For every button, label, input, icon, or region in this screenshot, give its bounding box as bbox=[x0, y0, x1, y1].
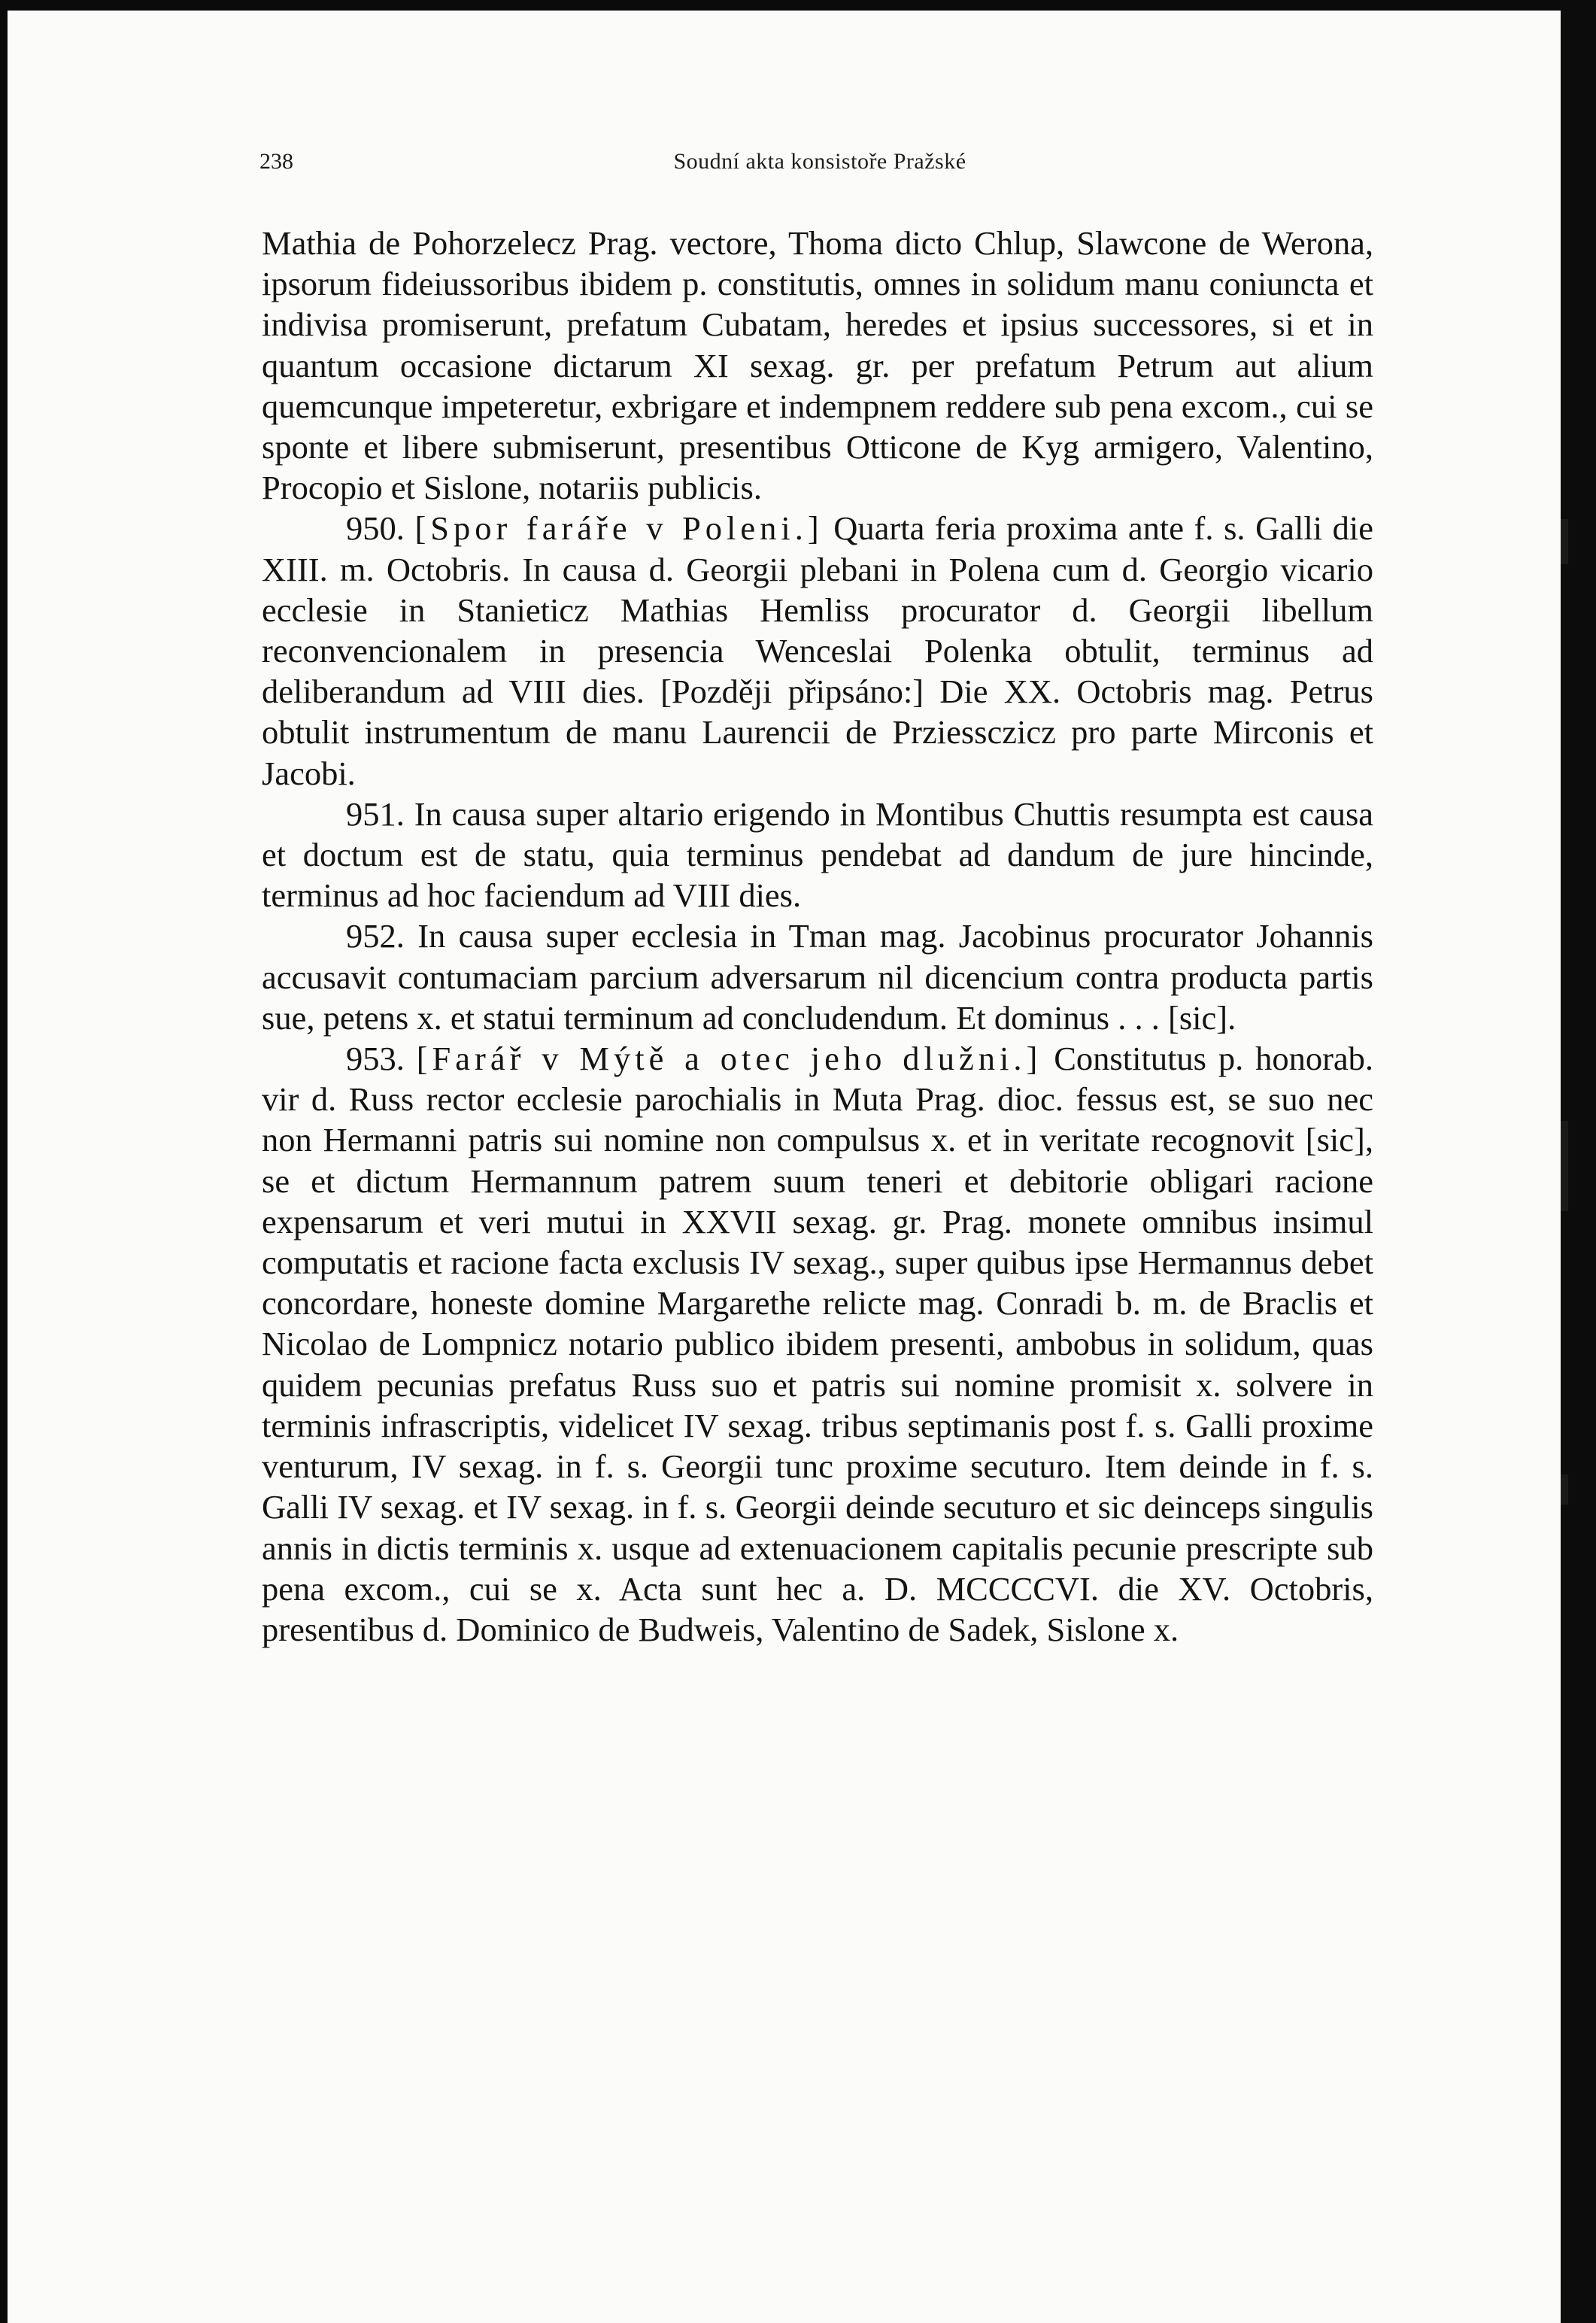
entry-number: 951. bbox=[346, 794, 405, 833]
entry-text: Quarta feria proxima ante f. s. Galli die XIII. m. Octobris. In causa d. Georgii plebani in Polena cum d. Georgio vicario ecclesie in Stanieticz Mathias Hemliss procurator d. Georgii libellum reconvencionalem in presencia Wenceslai Polenka obtulit, terminus ad deliberandum ad VIII dies. [Později připsáno:] Die XX. Octobris mag. Petrus obtulit instrumentum de manu Laurencii de Prziessczicz pro parte Mirconis et Jacobi. bbox=[262, 509, 1374, 792]
entry-title: [Spor faráře v Poleni.] bbox=[414, 509, 824, 548]
edge-mark bbox=[1561, 519, 1568, 564]
page-header bbox=[259, 149, 1380, 187]
entry-951 bbox=[262, 794, 1373, 916]
entry-number: 950. bbox=[346, 509, 405, 548]
entry-953 bbox=[262, 1038, 1373, 1650]
running-title: Soudní akta konsistoře Pražské bbox=[673, 149, 966, 174]
edge-mark bbox=[1561, 1474, 1568, 1505]
page-number: 238 bbox=[259, 149, 293, 174]
entry-title: [Farář v Mýtě a otec jeho dlužni.] bbox=[416, 1040, 1042, 1078]
scan-edge bbox=[1561, 0, 1596, 2323]
entry-952 bbox=[262, 916, 1373, 1038]
entry-950 bbox=[262, 508, 1373, 793]
entry-number: 952. bbox=[346, 917, 405, 955]
edge-mark bbox=[1561, 1121, 1568, 1211]
body-text bbox=[262, 223, 1373, 1650]
entry-text: In causa super altario erigendo in Montibus Chuttis resumpta est causa et doctum est de statu, quia terminus pendebat ad dandum de jure hincinde, terminus ad hoc faciendum ad VIII dies. bbox=[262, 794, 1374, 915]
entry-number: 953. bbox=[346, 1040, 405, 1078]
paragraph-continuation bbox=[262, 223, 1373, 508]
entry-text: Constitutus p. honorab. vir d. Russ rector ecclesie parochialis in Muta Prag. dioc. fessus est, se suo nec non Hermanni patris sui nomine non compulsus x. et in veritate recognovit [sic], se et dictum Hermannum patrem suum teneri et debitorie obligari racione expensarum et veri mutui in XXVII sexag. gr. Prag. monete omnibus insimul computatis et racione facta exclusis IV sexag., super quibus ipse Hermannus debet concordare, honeste domine Margarethe relicte mag. Conradi b. m. de Braclis et Nicolao de Lompnicz notario publico ibidem presenti, ambobus in solidum, quas quidem pecunias prefatus Russ suo et patris sui nomine promisit x. solvere in terminis infrascriptis, videlicet IV sexag. tribus septimanis post f. s. Galli proxime venturum, IV sexag. in f. s. Georgii tunc proxime secuturo. Item deinde in f. s. Galli IV sexag. et IV sexag. in f. s. Georgii deinde secuturo et sic deinceps singulis annis in dictis terminis x. usque ad extenuacionem capitalis pecunie prescripte sub pena excom., cui se x. Acta sunt hec a. D. MCCCCVI. die XV. Octobris, presentibus d. Dominico de Budweis, Valentino de Sadek, Sislone x. bbox=[262, 1040, 1374, 1648]
paragraph-text: Mathia de Pohorzelecz Prag. vectore, Thoma dicto Chlup, Slawcone de Werona, ipsorum fideiussoribus ibidem p. constitutis, omnes in solidum manu coniuncta et indivisa promiserunt, prefatum Cubatam, heredes et ipsius successores, si et in quantum occasione dictarum XI sexag. gr. per prefatum Petrum aut alium quemcunque impeteretur, exbrigare et indempnem reddere sub pena excom., cui se sponte et libere submiserunt, presentibus Otticone de Kyg armigero, Valentino, Procopio et Sislone, notariis publicis. bbox=[262, 224, 1373, 507]
entry-text: In causa super ecclesia in Tman mag. Jacobinus procurator Johannis accusavit contumaciam parcium adversarum nil dicencium contra producta partis sue, petens x. et statui terminum ad concludendum. Et dominus . . . [sic]. bbox=[262, 917, 1373, 1037]
